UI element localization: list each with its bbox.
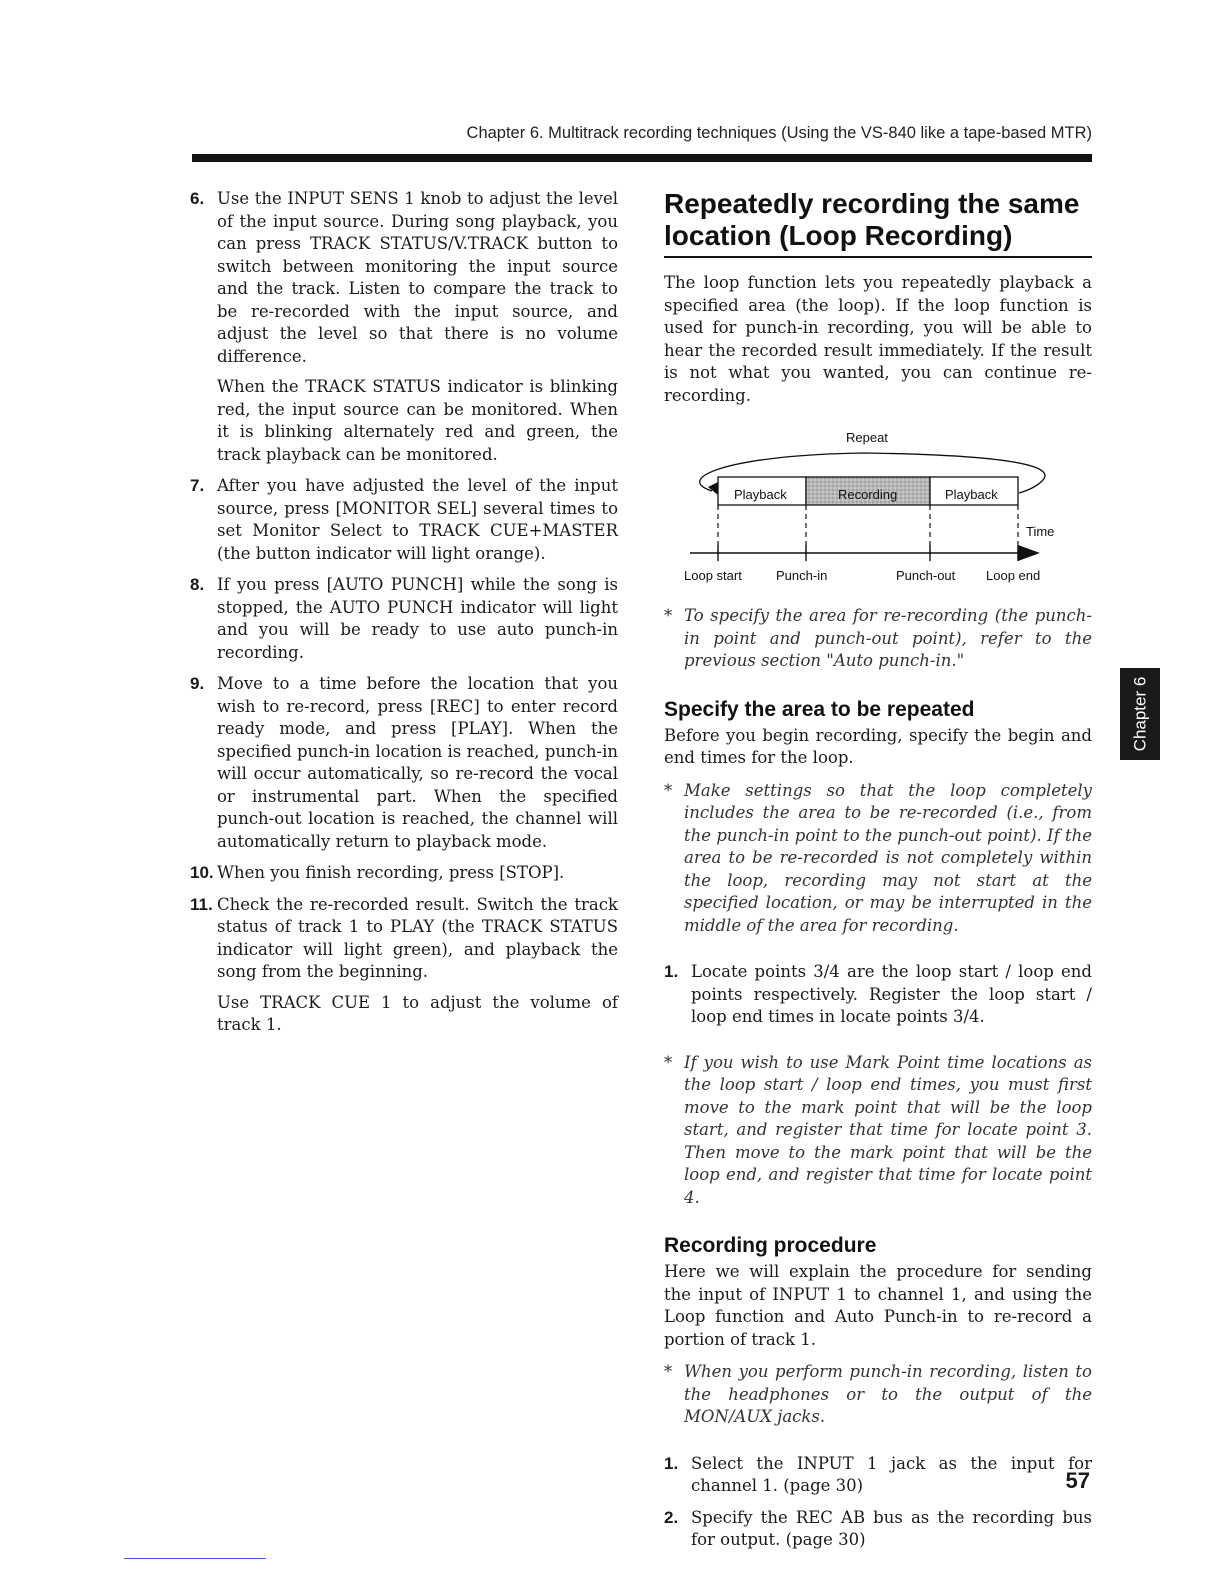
note <box>664 605 1092 673</box>
loop-start-label: Loop start <box>684 568 742 583</box>
right-column <box>664 188 1092 1561</box>
procedure-step-2 <box>664 1507 1092 1552</box>
step-number: 10. <box>190 863 214 882</box>
step-8 <box>190 574 618 664</box>
step-number: 1. <box>664 962 679 981</box>
running-header: Chapter 6. Multitrack recording techniques (Using the VS-840 like a tape-based MTR) <box>466 124 1092 142</box>
loop-step-1 <box>664 961 1092 1029</box>
subsection-intro: Before you begin recording, specify the begin and end times for the loop. <box>664 725 1092 767</box>
step-paragraph: Locate points 3/4 are the loop start / loop end points respectively. Register the loop start / loop end times in locate points 3/4. <box>691 962 1092 1026</box>
note-marker: * <box>664 606 673 625</box>
loop-end-label: Loop end <box>986 568 1041 583</box>
note-text: If you wish to use Mark Point time locations as the loop start / loop end times, you must first move to the mark point that will be the loop start, and register that time for locate point 3. Then move to the mark point that will be the loop end, and register that time for locate point 4. <box>684 1052 1092 1207</box>
note <box>664 1052 1092 1210</box>
step-9 <box>190 673 618 853</box>
step-number: 1. <box>664 1453 679 1473</box>
recording-label: Recording <box>838 487 898 502</box>
step-paragraph: Check the re-recorded result. Switch the track status of track 1 to PLAY (the TRACK STATUS indicator will light green), and playback the song from the beginning. <box>217 894 618 981</box>
procedure-step-1 <box>664 1453 1092 1498</box>
step-paragraph: If you press [AUTO PUNCH] while the song is stopped, the AUTO PUNCH indicator will light and you will be ready to use auto punch-in recording. <box>217 575 618 662</box>
step-paragraph: After you have adjusted the level of the input source, press [MONITOR SEL] several times to set Monitor Select to TRACK CUE+MASTER (the button indicator will light orange). <box>217 476 618 563</box>
note <box>664 1361 1092 1429</box>
time-label: Time <box>1026 524 1055 539</box>
step-6 <box>190 188 618 466</box>
step-paragraph: When you finish recording, press [STOP]. <box>217 863 565 882</box>
repeat-label: Repeat <box>846 430 888 445</box>
loop-diagram <box>664 425 1092 595</box>
footer-line <box>124 1558 266 1559</box>
punch-in-label: Punch-in <box>776 568 828 583</box>
note-marker: * <box>664 1362 673 1381</box>
step-paragraph: Select the INPUT 1 jack as the input for channel 1. (page 30) <box>691 1453 1092 1495</box>
note-marker: * <box>664 1052 673 1072</box>
header-rule <box>192 154 1092 162</box>
subsection-heading: Recording procedure <box>664 1234 877 1257</box>
subsection-heading: Specify the area to be repeated <box>664 697 975 721</box>
playback-label-1: Playback <box>734 487 787 502</box>
note <box>664 780 1092 938</box>
chapter-tab-label: Chapter 6 <box>1130 676 1150 752</box>
step-paragraph: Specify the REC AB bus as the recording bus for output. (page 30) <box>691 1507 1092 1549</box>
step-number: 2. <box>664 1507 679 1527</box>
step-paragraph: Move to a time before the location that you wish to re-record, press [REC] to enter record ready mode, and press [PLAY]. When the specified punch-in location is reached, punch-in will occur automatically, so re-record the vocal or instrumental part. When the specified punch-out location is reached, the channel will automatically return to playback mode. <box>217 674 618 851</box>
step-7 <box>190 475 618 565</box>
note-text: To specify the area for re-recording (the punch-in point and punch-out point), refer to the previous section "Auto punch-in." <box>684 606 1092 670</box>
step-paragraph: Use the INPUT SENS 1 knob to adjust the level of the input source. During song playback, you can press TRACK STATUS/V.TRACK button to switch between monitoring the input source and the track. Listen to compare the track to be re-recorded with the input source, and adjust the level so that there is no volume difference. <box>217 189 618 366</box>
step-number: 8. <box>190 575 205 594</box>
time-arrowhead <box>1018 545 1040 561</box>
page-number: 57 <box>1065 1468 1090 1493</box>
step-number: 7. <box>190 476 205 495</box>
note-text: Make settings so that the loop completely includes the area to be re-recorded (i.e., from the punch-in point to the punch-out point). If the area to be re-recorded is not completely within the loop, recording may not start at the specified location, or may be interrupted in the middle of the area for recording. <box>684 780 1092 935</box>
step-number: 6. <box>190 189 205 208</box>
note-marker: * <box>664 780 673 800</box>
step-10 <box>190 862 618 885</box>
chapter-tab <box>1120 668 1160 760</box>
punch-out-label: Punch-out <box>896 568 956 583</box>
step-paragraph: Use TRACK CUE 1 to adjust the volume of track 1. <box>217 992 618 1034</box>
subsection-intro: Here we will explain the procedure for sending the input of INPUT 1 to channel 1, and using the Loop function and Auto Punch-in to re-record a portion of track 1. <box>664 1262 1092 1349</box>
note-text: When you perform punch-in recording, listen to the headphones or to the output of the MON/AUX jacks. <box>684 1362 1092 1426</box>
intro-paragraph: The loop function lets you repeatedly playback a specified area (the loop). If the loop function is used for punch-in recording, you will be able to hear the recorded result immediately. If the result is not what you wanted, you can continue re-recording. <box>664 273 1092 405</box>
step-number: 9. <box>190 674 205 693</box>
section-heading: Repeatedly recording the same location (Loop Recording) <box>664 188 1092 258</box>
step-11 <box>190 894 618 1037</box>
left-column <box>190 188 618 1046</box>
playback-label-2: Playback <box>945 487 998 502</box>
step-number: 11. <box>190 894 213 914</box>
step-paragraph: When the TRACK STATUS indicator is blinking red, the input source can be monitored. When it is blinking alternately red and green, the track playback can be monitored. <box>217 377 618 464</box>
